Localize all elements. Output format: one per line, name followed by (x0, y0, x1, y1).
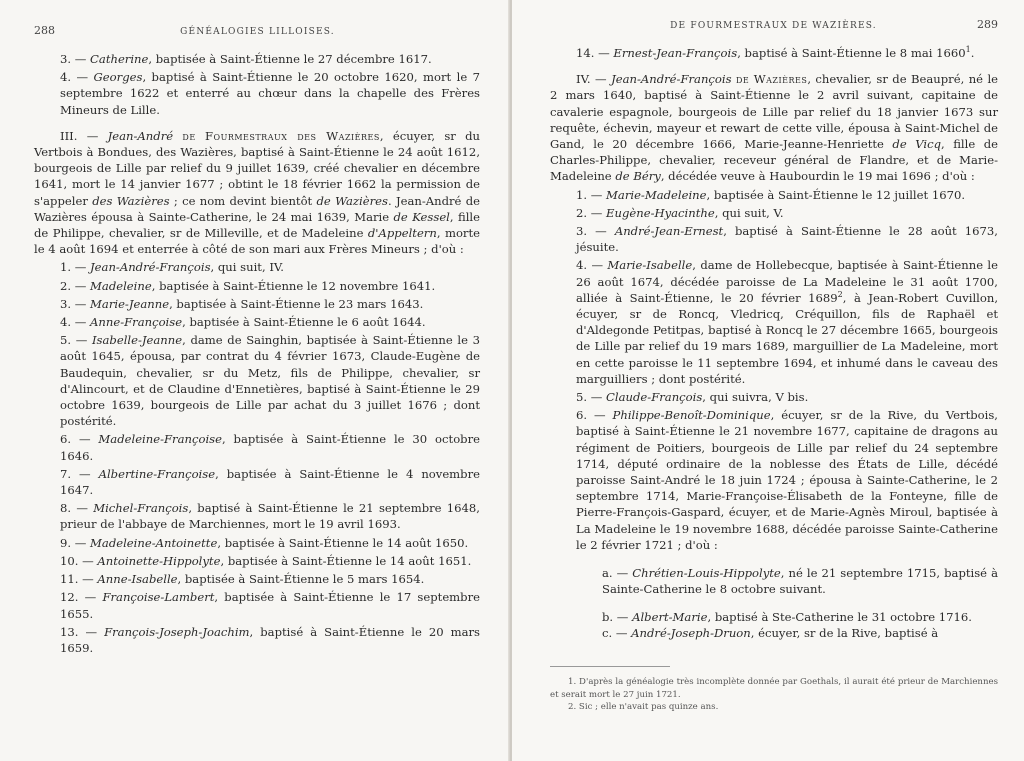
list-item: 3. — Marie-Jeanne, baptisée à Saint-Étienne le 23 mars 1643. (60, 296, 424, 311)
entry-14-ernest: 14. — Ernest-Jean-François, baptisé à Saint-Étienne le 8 mai 1660$^1$. (576, 45, 975, 60)
list-item: 1. — Jean-André-François, qui suit, IV. (60, 260, 284, 275)
list-item: 2. — Madeleine, baptisée à Saint-Étienne le 12 novembre 1641. (60, 278, 436, 293)
list-item: 4. — Marie-Isabelle, dame de Hollebecque, baptisée à Saint-Étienne le 26 août 1674, décédée paroisse de La Madeleine le 31 août 1700, alliée à Saint-Étienne, le 20 février 1689$^2$, à Jean-Robert Cuvillon, écuyer, sr de Roncq, Vledricq, Créquillon, fils de Raphaël et d'Aldegonde Petitpas, baptisé à Roncq le 27 décembre 1665, bourgeois de Lille par relief du 19 mars 1689, marguillier de La Madeleine, mort en cette paroisse le 11 septembre 1694, et inhumé dans le caveau des marguilliers ; dont postérité. (576, 258, 998, 386)
list-item: a. — Chrétien-Louis-Hippolyte, né le 21 septembre 1715, baptisé à Sainte-Catherine le 8 octobre suivant. (602, 565, 998, 596)
right-page-number: 289 (977, 18, 998, 31)
section-iv-children (550, 187, 998, 641)
list-item: 2. — Eugène-Hyacinthe, qui suit, V. (576, 205, 784, 220)
entry-3-catherine: 3. — Catherine, baptisée à Saint-Étienne le 27 décembre 1617. (60, 52, 432, 66)
right-running-head (550, 18, 998, 31)
list-item: 9. — Madeleine-Antoinette, baptisée à Saint-Étienne le 14 août 1650. (60, 535, 469, 550)
list-item: 12. — Françoise-Lambert, baptisée à Saint-Étienne le 17 septembre 1655. (60, 590, 480, 621)
list-item: c. — André-Joseph-Druon, écuyer, sr de la Rive, baptisé à (602, 625, 939, 640)
entry-4-georges: 4. — Georges, baptisé à Saint-Étienne le 20 octobre 1620, mort le 7 septembre 1622 et enterré au chœur dans la chapelle des Frères Mineurs de Lille. (60, 70, 481, 117)
left-running-head (34, 24, 480, 37)
list-item: 8. — Michel-François, baptisé à Saint-Étienne le 21 septembre 1648, prieur de l'abbaye de Marchiennes, mort le 19 avril 1693. (60, 501, 480, 532)
section-iii: III. — Jean-André de Fourmestraux des Wazières, écuyer, sr du Vertbois à Bondues, des Wazières, baptisé à Saint-Étienne le 24 août 1612, bourgeois de Lille par relief du 9 juillet 1639, créé chevalier en décembre 1641, mort le 14 janvier 1677 ; obtint le 18 février 1662 la permission de s'appeler des Wazières ; ce nom devint bientôt de Wazières. Jean-André de Wazières épousa à Sainte-Catherine, le 24 mai 1639, Marie de Kessel, fille de Philippe, chevalier, sr de Milleville, et de Madeleine d'Appeltern, morte le 4 août 1694 et enterrée à côté de son mari aux Frères Mineurs ; d'où : (34, 128, 480, 257)
list-item: 6. — Philippe-Benoît-Dominique, écuyer, sr de la Rive, du Vertbois, baptisé à Saint-Étienne le 21 novembre 1677, capitaine de dragons au régiment de Poitiers, bourgeois de Lille par relief du 24 septembre 1714, député ordinaire de la noblesse des États de Lille, décédé paroisse Saint-André le 18 juin 1724 ; épousa à Sainte-Catherine, le 2 septembre 1714, Marie-Françoise-Élisabeth de la Fonteyne, fille de Pierre-François-Gaspard, écuyer, et de Marie-Agnès Miroul, baptisée à La Madeleine le 19 novembre 1688, décédée paroisse Sainte-Catherine le 2 février 1721 ; d'où : (576, 408, 998, 552)
list-item: 5. — Isabelle-Jeanne, dame de Sainghin, baptisée à Saint-Étienne le 3 août 1645, épousa, par contrat du 4 février 1673, Claude-Eugène de Baudequin, chevalier, sr du Metz, fils de Philippe, chevalier, sr d'Alincourt, et de Claudine d'Ennetières, baptisé à Saint-Étienne le 29 octobre 1639, bourgeois de Lille par achat du 3 juillet 1676 ; dont postérité. (60, 333, 480, 429)
list-item: 10. — Antoinette-Hippolyte, baptisée à Saint-Étienne le 14 août 1651. (60, 553, 472, 568)
list-item: 7. — Albertine-Françoise, baptisée à Saint-Étienne le 4 novembre 1647. (60, 466, 480, 498)
footnote-ref: 2 (837, 289, 843, 299)
left-running-title: GÉNÉALOGIES LILLOISES. (180, 27, 335, 37)
list-item: b. — Albert-Marie, baptisé à Ste-Catherine le 31 octobre 1716. (602, 609, 972, 624)
list-item: 1. — Marie-Madeleine, baptisée à Saint-Étienne le 12 juillet 1670. (576, 187, 966, 202)
footnote-2: 2. Sic ; elle n'avait pas quinze ans. (568, 702, 719, 712)
list-item: 4. — Anne-Françoise, baptisée à Saint-Étienne le 6 août 1644. (60, 315, 426, 330)
section-iv: IV. — Jean-André-François de Wazières, chevalier, sr de Beaupré, né le 2 mars 1640, baptisé à Saint-Étienne le 2 avril suivant, capitaine de cavalerie espagnole, bourgeois de Lille par relief du 18 janvier 1673 sur requête, échevin, mayeur et rewart de cette ville, épousa à Saint-Michel de Gand, le 20 décembre 1666, Marie-Jeanne-Henriette de Vicq, fille de Charles-Philippe, chevalier, receveur général de Flandre, et de Marie-Madeleine de Béry, décédée veuve à Haubourdin le 19 mai 1696 ; d'où : (550, 72, 999, 184)
list-item: 13. — François-Joseph-Joachim, baptisé à Saint-Étienne le 20 mars 1659. (60, 624, 480, 655)
section-iii-children (34, 259, 480, 656)
footnote-rule (550, 666, 670, 675)
list-item: 6. — Madeleine-Françoise, baptisée à Saint-Étienne le 30 octobre 1646. (60, 432, 480, 463)
footnotes (550, 676, 998, 714)
left-page (0, 0, 510, 761)
footnote-ref: 1 (965, 45, 971, 55)
footnote-1: 1. D'après la généalogie très incomplète donnée par Goethals, il aurait été prieur de Marchiennes et serait mort le 27 juin 1721. (550, 677, 998, 700)
right-running-title: DE FOURMESTRAUX DE WAZIÈRES. (670, 21, 877, 31)
right-page (512, 0, 1024, 761)
list-item: 5. — Claude-François, qui suivra, V bis. (576, 390, 809, 405)
list-item: 11. — Anne-Isabelle, baptisée à Saint-Étienne le 5 mars 1654. (60, 572, 425, 587)
list-item: 3. — André-Jean-Ernest, baptisé à Saint-Étienne le 28 août 1673, jésuite. (576, 224, 998, 255)
left-page-number: 288 (34, 24, 55, 37)
